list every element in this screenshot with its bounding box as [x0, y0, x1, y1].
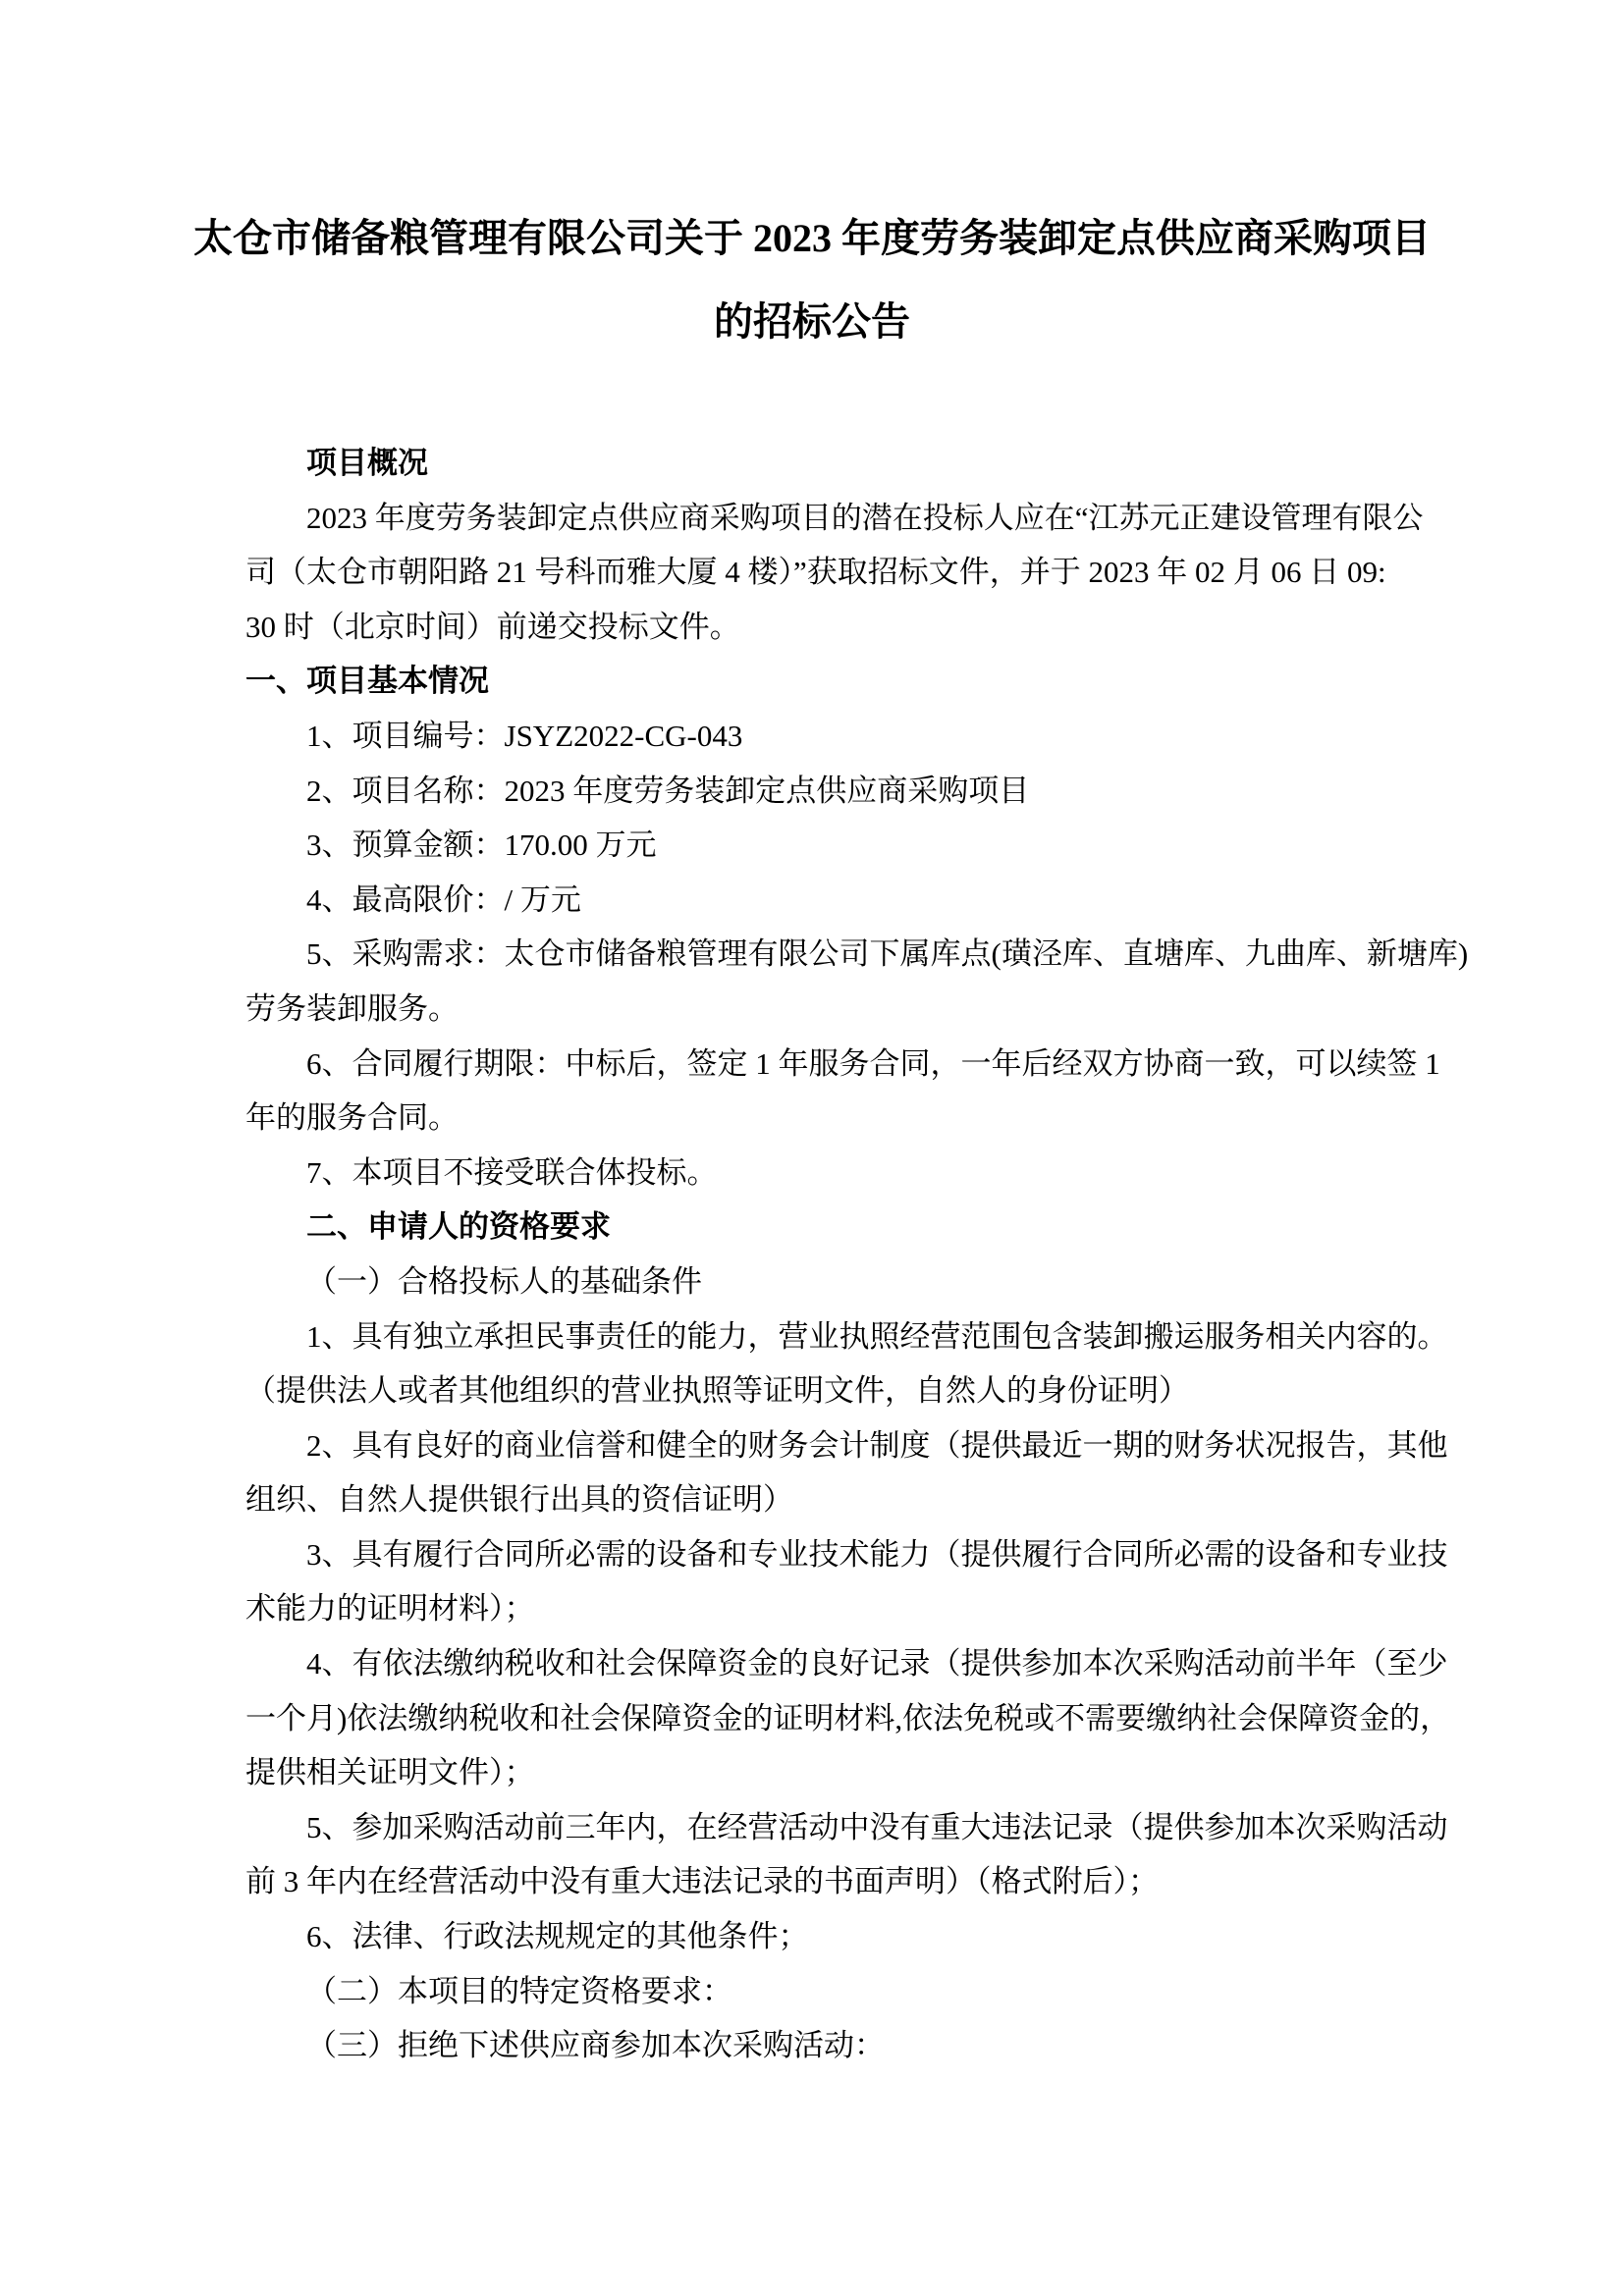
qualification-4-line-1: 4、有依法缴纳税收和社会保障资金的良好记录（提供参加本次采购活动前半年（至少: [306, 1646, 1448, 1682]
qualification-4-line-3: 提供相关证明文件）；: [245, 1755, 535, 1790]
subsection-2-heading: （二）本项目的特定资格要求：: [306, 1973, 732, 2008]
subsection-3-heading: （三）拒绝下述供应商参加本次采购活动：: [306, 2028, 885, 2063]
document-body: [245, 436, 1469, 2073]
item-max-price: 4、最高限价：/ 万元: [306, 881, 581, 917]
overview-line-3: 30 时（北京时间）前递交投标文件。: [245, 609, 740, 644]
item-demand-line-2: 劳务装卸服务。: [245, 990, 459, 1026]
document-title: [0, 196, 1624, 363]
qualification-2-line-2: 组织、自然人提供银行出具的资信证明）: [245, 1482, 793, 1518]
qualification-3-line-2: 术能力的证明材料）；: [245, 1591, 535, 1627]
item-no-consortium: 7、本项目不接受联合体投标。: [306, 1154, 718, 1190]
title-line-1: 太仓市储备粮管理有限公司关于 2023 年度劳务装卸定点供应商采购项目: [193, 216, 1431, 260]
overview-line-1: 2023 年度劳务装卸定点供应商采购项目的潜在投标人应在“江苏元正建设管理有限公: [306, 500, 1424, 535]
overview-line-2: 司（太仓市朝阳路 21 号科而雅大厦 4 楼）”获取招标文件，并于 2023 年 02 月 06 日 09:: [245, 555, 1386, 590]
qualification-6: 6、法律、行政法规规定的其他条件；: [306, 1919, 809, 1954]
qualification-5-line-2: 前 3 年内在经营活动中没有重大违法记录的书面声明）（格式附后）；: [245, 1864, 1159, 1899]
item-contract-term-line-1: 6、合同履行期限：中标后，签定 1 年服务合同，一年后经双方协商一致，可以续签 1: [306, 1045, 1440, 1081]
project-overview-heading: 项目概况: [306, 446, 428, 480]
qualification-3-line-1: 3、具有履行合同所必需的设备和专业技术能力（提供履行合同所必需的设备和专业技: [306, 1536, 1448, 1572]
qualification-5-line-1: 5、参加采购活动前三年内，在经营活动中没有重大违法记录（提供参加本次采购活动: [306, 1809, 1448, 1844]
title-line-2: 的招标公告: [714, 299, 910, 344]
qualification-1-line-1: 1、具有独立承担民事责任的能力，营业执照经营范围包含装卸搬运服务相关内容的。: [306, 1318, 1448, 1354]
qualification-4-line-2: 一个月)依法缴纳税收和社会保障资金的证明材料,依法免税或不需要缴纳社会保障资金的，: [245, 1700, 1451, 1735]
section-1-heading: 一、项目基本情况: [245, 664, 489, 699]
item-budget-amount: 3、预算金额：170.00 万元: [306, 828, 657, 863]
item-project-name: 2、项目名称：2023 年度劳务装卸定点供应商采购项目: [306, 773, 1030, 808]
item-project-number: 1、项目编号：JSYZ2022-CG-043: [306, 718, 743, 753]
subsection-1-heading: （一）合格投标人的基础条件: [306, 1263, 702, 1299]
item-contract-term-line-2: 年的服务合同。: [245, 1100, 459, 1136]
qualification-2-line-1: 2、具有良好的商业信誉和健全的财务会计制度（提供最近一期的财务状况报告，其他: [306, 1427, 1448, 1463]
qualification-1-line-2: （提供法人或者其他组织的营业执照等证明文件，自然人的身份证明）: [245, 1373, 1189, 1409]
item-demand-line-1: 5、采购需求：太仓市储备粮管理有限公司下属库点(璜泾库、直塘库、九曲库、新塘库): [306, 936, 1469, 972]
section-2-heading: 二、申请人的资格要求: [306, 1209, 611, 1245]
